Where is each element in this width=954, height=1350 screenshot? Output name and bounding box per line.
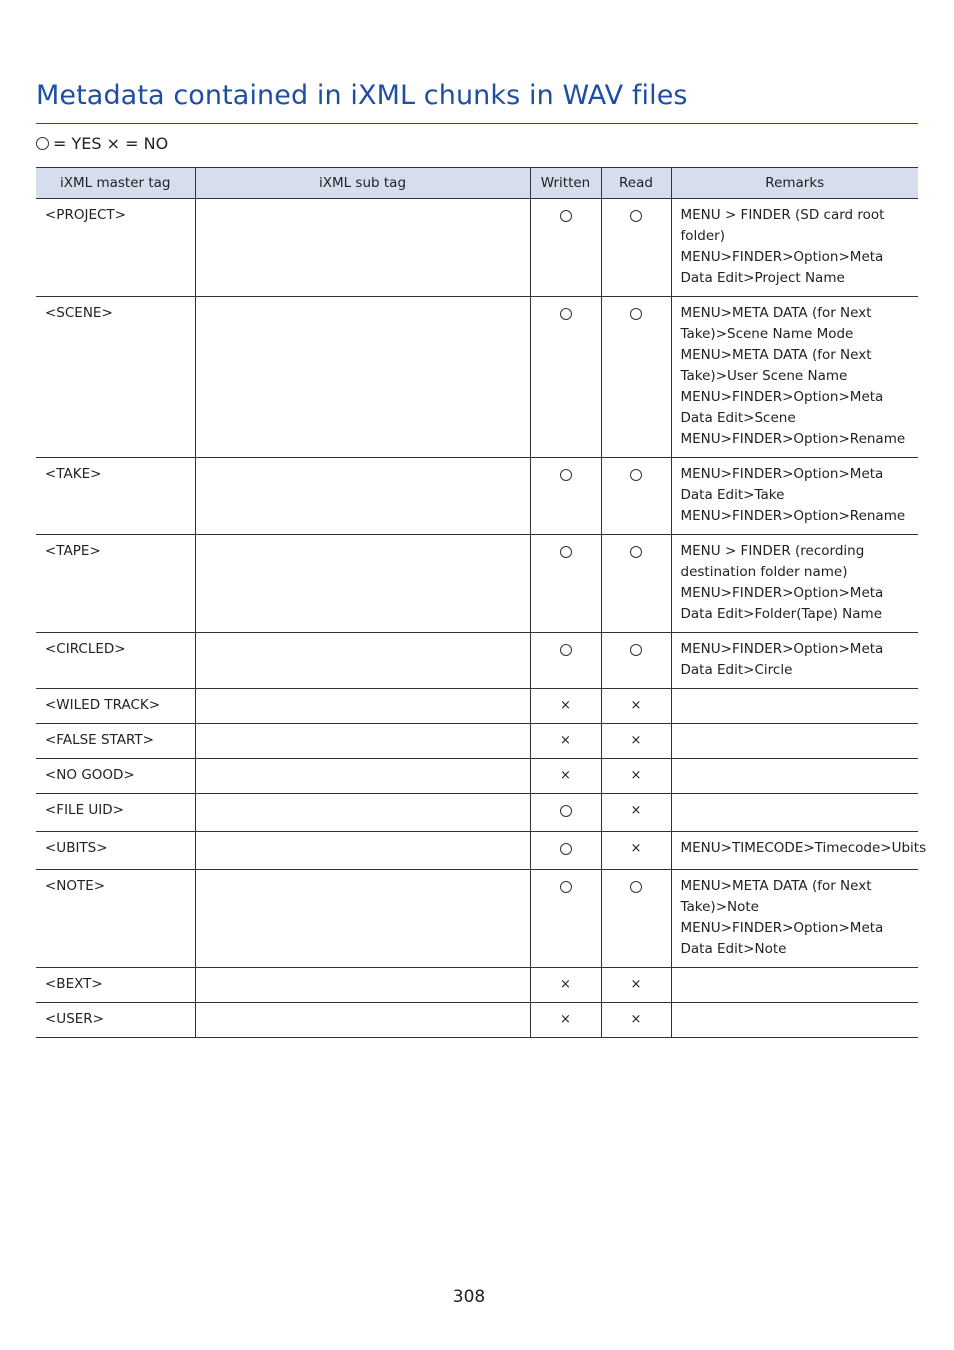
remark-line: MENU>FINDER>Option>Rename bbox=[680, 508, 906, 524]
sub-tag-cell bbox=[195, 633, 530, 689]
sub-tag-cell bbox=[195, 199, 530, 297]
yes-circle-icon bbox=[630, 469, 642, 481]
yes-circle-icon bbox=[36, 137, 49, 150]
master-tag-cell: <CIRCLED> bbox=[36, 633, 195, 689]
sub-tag-cell bbox=[195, 759, 530, 794]
written-cell bbox=[530, 458, 601, 535]
master-tag-cell: <NOTE> bbox=[36, 870, 195, 968]
legend bbox=[36, 134, 168, 153]
remark-line: MENU > FINDER (recording destination folder name) bbox=[680, 543, 865, 580]
written-cell bbox=[530, 724, 601, 759]
read-cell bbox=[601, 1003, 671, 1038]
written-cell bbox=[530, 633, 601, 689]
table-row bbox=[36, 832, 918, 870]
yes-circle-icon bbox=[560, 881, 572, 893]
remarks-cell bbox=[671, 759, 918, 794]
table-body bbox=[36, 199, 927, 1038]
table-row bbox=[36, 689, 918, 724]
legend-no-symbol: × bbox=[106, 134, 121, 153]
yes-circle-icon bbox=[560, 308, 572, 320]
table-row bbox=[36, 968, 918, 1003]
table-row bbox=[36, 759, 918, 794]
legend-yes-text: = YES bbox=[53, 134, 102, 153]
no-cross-icon: × bbox=[630, 733, 642, 748]
sub-tag-cell bbox=[195, 1003, 530, 1038]
no-cross-icon: × bbox=[630, 698, 642, 713]
no-cross-icon: × bbox=[630, 1012, 642, 1027]
yes-circle-icon bbox=[630, 308, 642, 320]
remarks-cell bbox=[671, 832, 927, 870]
read-cell bbox=[601, 199, 671, 297]
read-cell bbox=[601, 968, 671, 1003]
master-tag-cell: <TAPE> bbox=[36, 535, 195, 633]
table-row bbox=[36, 870, 918, 968]
master-tag-cell: <WILED TRACK> bbox=[36, 689, 195, 724]
page-number: 308 bbox=[452, 1287, 486, 1307]
table-row bbox=[36, 633, 918, 689]
legend-no-text: = NO bbox=[125, 134, 169, 153]
table-row bbox=[36, 724, 918, 759]
written-cell bbox=[530, 1003, 601, 1038]
yes-circle-icon bbox=[560, 644, 572, 656]
header-sub-tag: iXML sub tag bbox=[195, 168, 530, 199]
read-cell bbox=[601, 297, 671, 458]
ixml-metadata-table bbox=[36, 167, 927, 1038]
remarks-cell bbox=[671, 199, 918, 297]
read-cell bbox=[601, 794, 671, 832]
table-row bbox=[36, 297, 918, 458]
master-tag-cell: <UBITS> bbox=[36, 832, 195, 870]
table-row bbox=[36, 199, 918, 297]
sub-tag-cell bbox=[195, 458, 530, 535]
sub-tag-cell bbox=[195, 724, 530, 759]
yes-circle-icon bbox=[560, 843, 572, 855]
remark-line: MENU > FINDER (SD card root folder) bbox=[680, 207, 885, 244]
remarks-cell bbox=[671, 968, 918, 1003]
read-cell bbox=[601, 870, 671, 968]
written-cell bbox=[530, 297, 601, 458]
written-cell bbox=[530, 968, 601, 1003]
yes-circle-icon bbox=[630, 644, 642, 656]
remarks-cell bbox=[671, 633, 918, 689]
sub-tag-cell bbox=[195, 870, 530, 968]
sub-tag-cell bbox=[195, 297, 530, 458]
master-tag-cell: <NO GOOD> bbox=[36, 759, 195, 794]
remark-line: MENU>META DATA (for Next Take)>Note bbox=[680, 878, 872, 915]
no-cross-icon: × bbox=[630, 977, 642, 992]
yes-circle-icon bbox=[560, 805, 572, 817]
no-cross-icon: × bbox=[560, 977, 571, 992]
header-written: Written bbox=[530, 168, 601, 199]
remarks-cell bbox=[671, 458, 918, 535]
yes-circle-icon bbox=[630, 546, 642, 558]
master-tag-cell: <SCENE> bbox=[36, 297, 195, 458]
written-cell bbox=[530, 870, 601, 968]
remark-line: MENU>TIMECODE>Timecode>Ubits bbox=[680, 840, 927, 856]
remark-line: MENU>META DATA (for Next Take)>Scene Name Mode bbox=[680, 305, 872, 342]
page-title: Metadata contained in iXML chunks in WAV files bbox=[36, 80, 688, 111]
no-cross-icon: × bbox=[560, 698, 571, 713]
table-row bbox=[36, 458, 918, 535]
yes-circle-icon bbox=[630, 210, 642, 222]
table-row bbox=[36, 535, 918, 633]
remark-line: MENU>FINDER>Option>Meta Data Edit>Folder(Tape) Name bbox=[680, 585, 884, 622]
written-cell bbox=[530, 832, 601, 870]
yes-circle-icon bbox=[630, 881, 642, 893]
remarks-cell bbox=[671, 870, 918, 968]
table-row bbox=[36, 1003, 918, 1038]
remark-line: MENU>FINDER>Option>Meta Data Edit>Note bbox=[680, 920, 884, 957]
sub-tag-cell bbox=[195, 968, 530, 1003]
remark-line: MENU>FINDER>Option>Meta Data Edit>Take bbox=[680, 466, 884, 503]
sub-tag-cell bbox=[195, 689, 530, 724]
remarks-cell bbox=[671, 689, 918, 724]
read-cell bbox=[601, 759, 671, 794]
table-row bbox=[36, 794, 918, 832]
header-remarks: Remarks bbox=[671, 168, 918, 199]
read-cell bbox=[601, 633, 671, 689]
remark-line: MENU>FINDER>Option>Meta Data Edit>Scene bbox=[680, 389, 884, 426]
remark-line: MENU>META DATA (for Next Take)>User Scene Name bbox=[680, 347, 872, 384]
written-cell bbox=[530, 689, 601, 724]
no-cross-icon: × bbox=[560, 768, 571, 783]
no-cross-icon: × bbox=[630, 841, 642, 856]
read-cell bbox=[601, 689, 671, 724]
no-cross-icon: × bbox=[630, 803, 642, 818]
master-tag-cell: <FILE UID> bbox=[36, 794, 195, 832]
master-tag-cell: <FALSE START> bbox=[36, 724, 195, 759]
read-cell bbox=[601, 724, 671, 759]
remarks-cell bbox=[671, 1003, 918, 1038]
yes-circle-icon bbox=[560, 210, 572, 222]
yes-circle-icon bbox=[560, 469, 572, 481]
remark-line: MENU>FINDER>Option>Meta Data Edit>Circle bbox=[680, 641, 884, 678]
read-cell bbox=[601, 535, 671, 633]
master-tag-cell: <BEXT> bbox=[36, 968, 195, 1003]
header-read: Read bbox=[601, 168, 671, 199]
table-header-row bbox=[36, 168, 918, 199]
written-cell bbox=[530, 794, 601, 832]
remarks-cell bbox=[671, 724, 918, 759]
read-cell bbox=[601, 832, 671, 870]
sub-tag-cell bbox=[195, 535, 530, 633]
remarks-cell bbox=[671, 794, 918, 832]
remarks-cell bbox=[671, 535, 918, 633]
title-divider bbox=[36, 123, 918, 124]
yes-circle-icon bbox=[560, 546, 572, 558]
sub-tag-cell bbox=[195, 832, 530, 870]
written-cell bbox=[530, 759, 601, 794]
remark-line: MENU>FINDER>Option>Rename bbox=[680, 431, 906, 447]
master-tag-cell: <TAKE> bbox=[36, 458, 195, 535]
sub-tag-cell bbox=[195, 794, 530, 832]
master-tag-cell: <PROJECT> bbox=[36, 199, 195, 297]
written-cell bbox=[530, 535, 601, 633]
header-master-tag: iXML master tag bbox=[36, 168, 195, 199]
no-cross-icon: × bbox=[560, 733, 571, 748]
remark-line: MENU>FINDER>Option>Meta Data Edit>Project Name bbox=[680, 249, 884, 286]
master-tag-cell: <USER> bbox=[36, 1003, 195, 1038]
no-cross-icon: × bbox=[560, 1012, 571, 1027]
read-cell bbox=[601, 458, 671, 535]
remarks-cell bbox=[671, 297, 918, 458]
no-cross-icon: × bbox=[630, 768, 642, 783]
written-cell bbox=[530, 199, 601, 297]
